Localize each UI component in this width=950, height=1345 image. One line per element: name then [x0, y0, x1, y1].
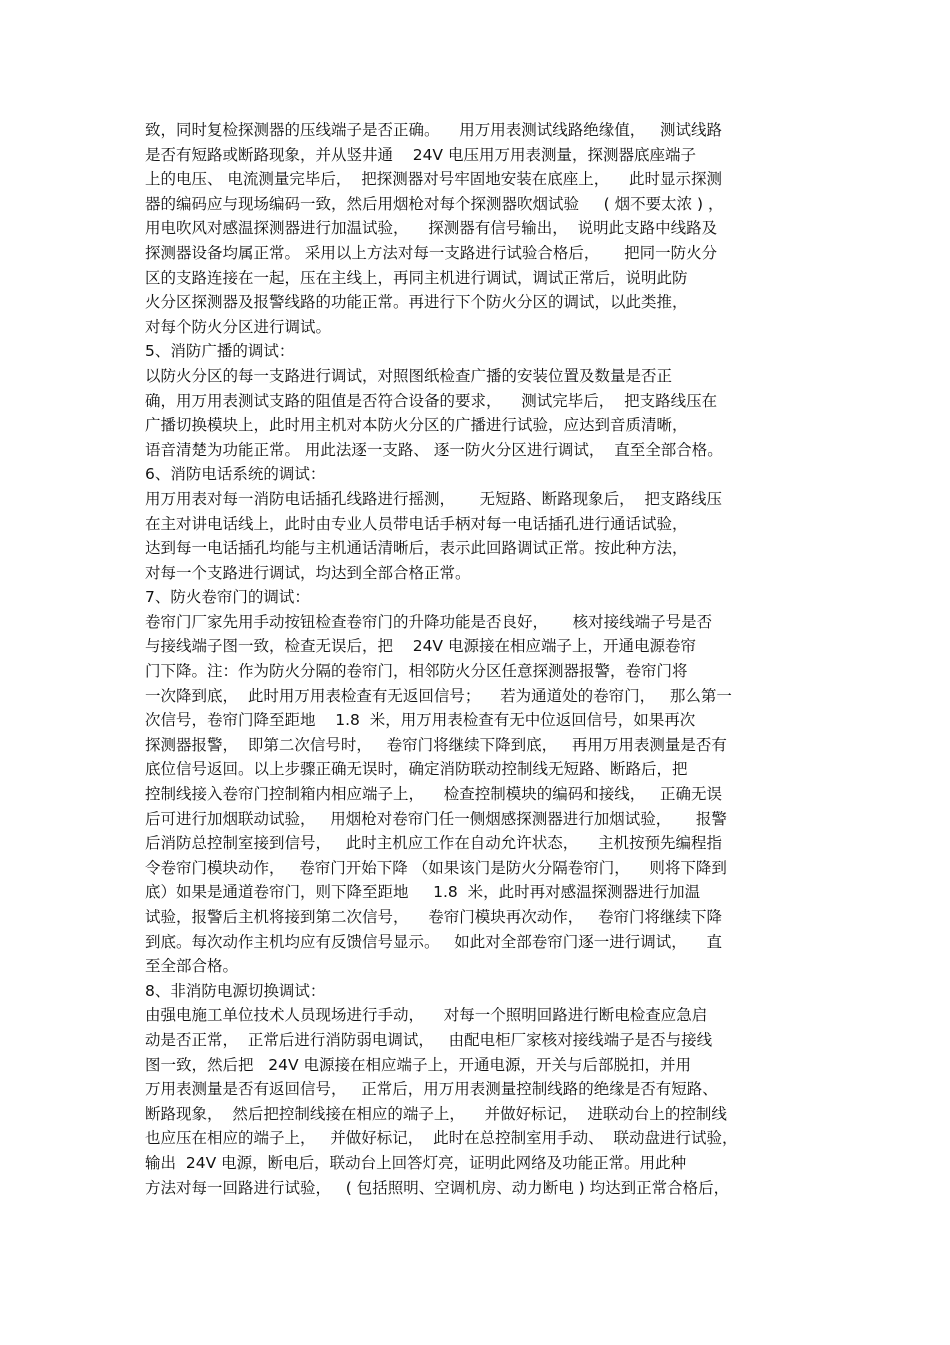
text-line: 底位信号返回。以上步骤正确无误时，确定消防联动控制线无短路、断路后，把 — [145, 760, 688, 779]
text-line: 由强电施工单位技术人员现场进行手动， 对每一个照明回路进行断电检查应急启 — [145, 1006, 708, 1025]
text-line: 是否有短路或断路现象，并从竖井通 24V 电压用万用表测量，探测器底座端子 — [145, 145, 696, 164]
text-line: 动是否正常， 正常后进行消防弱电调试， 由配电柜厂家核对接线端子是否与接线 — [145, 1030, 713, 1049]
section-heading — [145, 585, 815, 610]
text-line: 器的编码应与现场编码一致，然后用烟枪对每个探测器吹烟试验 ( 烟不要太浓 ) ， — [145, 194, 724, 213]
heading-text: 8、非消防电源切换调试： — [145, 981, 326, 1000]
text-line: 到底。每次动作主机均应有反馈信号显示。 如此对全部卷帘门逐一进行调试， 直 — [145, 932, 722, 951]
text-line: 区的支路连接在一起，压在主线上，再同主机进行调试，调试正常后，说明此防 — [145, 268, 688, 287]
document-body — [145, 118, 815, 1200]
text-line: 次信号，卷帘门降至距地 1.8 米，用万用表检查有无中位返回信号，如果再次 — [145, 711, 696, 730]
text-line: 试验，报警后主机将接到第二次信号， 卷帘门模块再次动作， 卷帘门将继续下降 — [145, 908, 722, 926]
text-line: 以防火分区的每一支路进行调试，对照图纸检查广播的安装位置及数量是否正 — [145, 366, 673, 385]
text-line: 至全部合格。 — [145, 957, 239, 976]
text-line: 门下降。注：作为防火分隔的卷帘门，相邻防火分区任意探测器报警，卷帘门将 — [145, 662, 688, 681]
text-line: 火分区探测器及报警线路的功能正常。再进行下个防火分区的调试，以此类推， — [145, 293, 688, 312]
text-line: 也应压在相应的端子上， 并做好标记， 此时在总控制室用手动、 联动盘进行试验， — [145, 1129, 738, 1148]
text-line: 控制线接入卷帘门控制箱内相应端子上， 检查控制模块的编码和接线， 正确无误 — [145, 785, 722, 804]
heading-text: 6、消防电话系统的调试： — [145, 465, 326, 484]
text-line: 广播切换模块上，此时用主机对本防火分区的广播进行试验，应达到音质清晰， — [145, 416, 688, 435]
text-line: 断路现象， 然后把控制线接在相应的端子上， 并做好标记， 进联动台上的控制线 — [145, 1104, 727, 1123]
text-line: 对每一个支路进行调试，均达到全部合格正常。 — [145, 563, 471, 582]
text-line: 语音清楚为功能正常。 用此法逐一支路、 逐一防火分区进行调试， 直至全部合格。 — [145, 440, 723, 459]
text-line: 一次降到底， 此时用万用表检查有无返回信号； 若为通道处的卷帘门， 那么第一 — [145, 686, 732, 705]
text-line: 用万用表对每一消防电话插孔线路进行摇测， 无短路、断路现象后， 把支路线压 — [145, 489, 722, 508]
text-line: 探测器报警， 即第二次信号时， 卷帘门将继续下降到底， 再用万用表测量是否有 — [145, 735, 727, 754]
text-line: 令卷帘门模块动作， 卷帘门开始下降 （如果该门是防火分隔卷帘门， 则将下降到 — [145, 858, 727, 877]
text-line: 底）如果是通道卷帘门，则下降至距地 1.8 米，此时再对感温探测器进行加温 — [145, 883, 701, 902]
text-line: 达到每一电话插孔均能与主机通话清晰后，表示此回路调试正常。按此种方法， — [145, 539, 688, 558]
section-heading — [145, 339, 815, 364]
text-line: 方法对每一回路进行试验， ( 包括照明、空调机房、动力断电 ) 均达到正常合格后， — [145, 1178, 730, 1197]
text-line: 图一致，然后把 24V 电源接在相应端子上，开通电源，开关与后部脱扣，并用 — [145, 1055, 692, 1074]
text-line: 卷帘门厂家先用手动按钮检查卷帘门的升降功能是否良好， 核对接线端子号是否 — [145, 612, 713, 631]
paragraph — [145, 1003, 815, 1200]
text-line: 探测器设备均属正常。 采用以上方法对每一支路进行试验合格后， 把同一防火分 — [145, 243, 718, 262]
text-line: 用电吹风对感温探测器进行加温试验， 探测器有信号输出， 说明此支路中线路及 — [145, 219, 718, 238]
section-heading — [145, 462, 815, 487]
section-heading — [145, 979, 815, 1004]
text-line: 万用表测量是否有返回信号， 正常后，用万用表测量控制线路的绝缘是否有短路、 — [145, 1080, 718, 1099]
text-line: 对每个防火分区进行调试。 — [145, 317, 332, 336]
text-line: 确，用万用表测试支路的阻值是否符合设备的要求， 测试完毕后， 把支路线压在 — [145, 391, 718, 410]
paragraph — [145, 364, 815, 462]
text-line: 在主对讲电话线上，此时由专业人员带电话手柄对每一电话插孔进行通话试验， — [145, 514, 688, 533]
heading-text: 5、消防广播的调试： — [145, 342, 295, 361]
text-line: 后可进行加烟联动试验， 用烟枪对卷帘门任一侧烟感探测器进行加烟试验， 报警 — [145, 809, 727, 828]
paragraph — [145, 610, 815, 979]
text-line: 致，同时复检探测器的压线端子是否正确。 用万用表测试线路绝缘值， 测试线路 — [145, 121, 722, 139]
text-line: 上的电压、 电流测量完毕后， 把探测器对号牢固地安装在底座上， 此时显示探测 — [145, 170, 722, 189]
paragraph — [145, 487, 815, 585]
paragraph — [145, 118, 815, 339]
heading-text: 7、防火卷帘门的调试： — [145, 588, 310, 607]
text-line: 与接线端子图一致，检查无误后，把 24V 电源接在相应端子上，开通电源卷帘 — [145, 637, 696, 656]
text-line: 输出 24V 电源，断电后，联动台上回答灯亮，证明此网络及功能正常。用此种 — [145, 1153, 687, 1172]
text-line: 后消防总控制室接到信号， 此时主机应工作在自动允许状态， 主机按预先编程指 — [145, 834, 722, 853]
